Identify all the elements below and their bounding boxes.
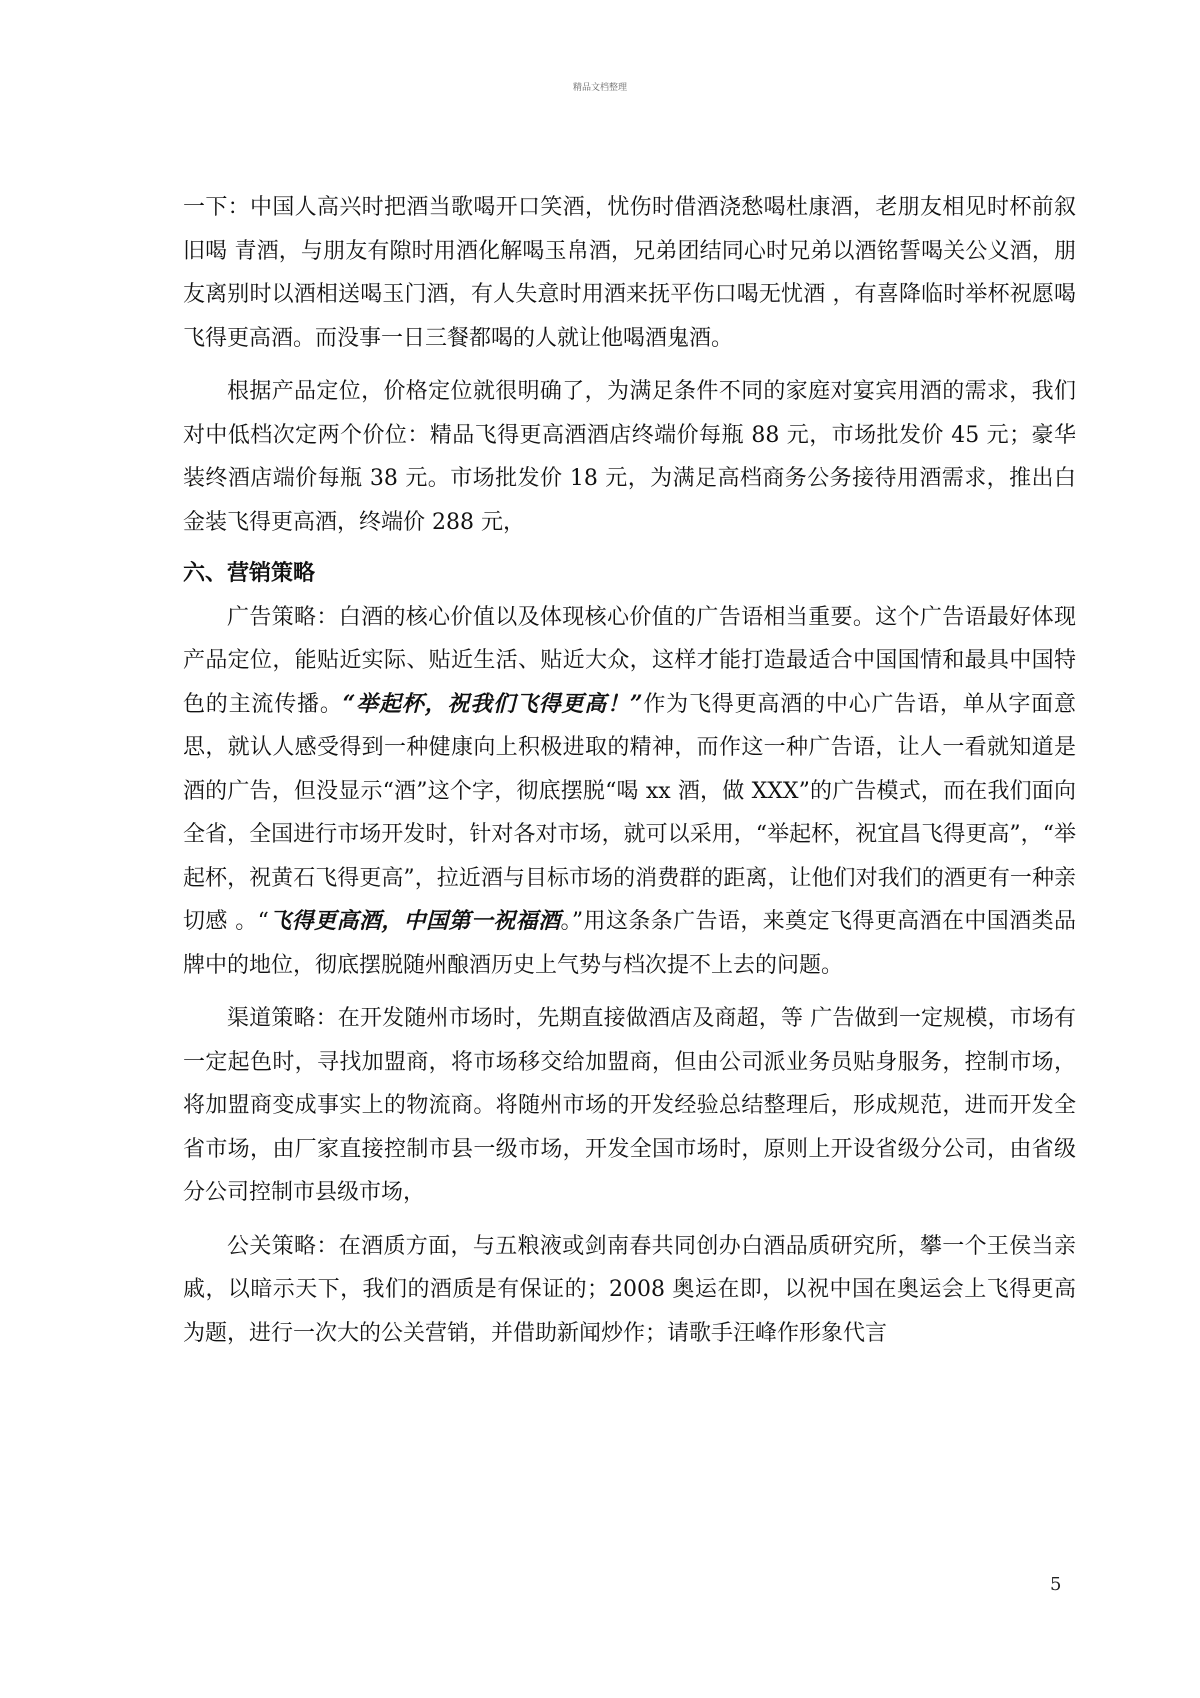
paragraph-pr-strategy: 公关策略：在酒质方面，与五粮液或剑南春共同创办白酒品质研究所，攀一个王侯当亲戚，以暗示天下，我们的酒质是有保证的；2008 奥运在即，以祝中国在奥运会上飞得更高为题，进行一次大的公关营销，并借助新闻炒作；请歌手汪峰作形象代言 [183,1233,1076,1346]
document-body [183,186,1076,1355]
advertising-text-part-3: 。”用这条条广告语，来奠定飞得更高酒在中国酒类品牌中的地位，彻底摆脱随州酿酒历史上气势与档次提不上去的问题。 [183,909,1076,978]
advertising-text-part-1: 广告策略：白酒的核心价值以及体现核心价值的广告语相当重要。这个广告语最好体现产品定位，能贴近实际、贴近生活、贴近大众，这样才能打造最适合中国国情和最具中国特色的主流传播。 [183,604,1076,717]
paragraph-pricing: 根据产品定位，价格定位就很明确了，为满足条件不同的家庭对宴宾用酒的需求，我们对中低档次定两个价位：精品飞得更高酒酒店终端价每瓶 88 元，市场批发价 45 元；豪华装终酒店端价每瓶 38 元。市场批发价 18 元，为满足高档商务公务接待用酒需求，推出白金装飞得更高酒，终端价 288 元， [183,379,1076,535]
slogan-first-blessing-liquor: 飞得更高酒，中国第一祝福酒 [268,908,561,934]
paragraph-drinking-culture: 一下：中国人高兴时把酒当歌喝开口笑酒，忧伤时借酒浇愁喝杜康酒，老朋友相见时杯前叙旧喝 青酒，与朋友有隙时用酒化解喝玉帛酒，兄弟团结同心时兄弟以酒铭誓喝关公义酒，朋友离别时以酒相送喝玉门酒，有人失意时用酒来抚平伤口喝无忧酒 ，有喜降临时举杯祝愿喝飞得更高酒。而没事一日三餐都喝的人就让他喝酒鬼酒。 [183,195,1076,351]
section-title-marketing-strategy: 六、营销策略 [183,560,316,586]
slogan-raise-the-cup: “举起杯，祝我们飞得更高！” [342,690,643,717]
paragraph-advertising-strategy [183,596,1076,988]
paragraph-channel-strategy: 渠道策略：在开发随州市场时，先期直接做酒店及商超，等 广告做到一定规模，市场有一定起色时，寻找加盟商，将市场移交给加盟商，但由公司派业务员贴身服务，控制市场，将加盟商变成事实上的物流商。将随州市场的开发经验总结整理后，形成规范，进而开发全省市场，由厂家直接控制市县一级市场，开发全国市场时，原则上开设省级分公司，由省级分公司控制市县级市场， [183,1006,1076,1205]
page-number: 5 [1050,1574,1062,1595]
advertising-text-part-2: 作为飞得更高酒的中心广告语，单从字面意思，就认人感受得到一种健康向上积极进取的精神，而作这一种广告语，让人一看就知道是酒的广告，但没显示“酒”这个字，彻底摆脱“喝 xx 酒，做 XXX”的广告模式，而在我们面向全省，全国进行市场开发时，针对各对市场，就可以采用，“举起杯，祝宜昌飞得更高”，“举起杯，祝黄石飞得更高”，拉近酒与目标市场的消费群的距离，让他们对我们的酒更有一种亲切感 。“ [183,691,1076,934]
page-header: 精品文档整理 [572,83,627,93]
